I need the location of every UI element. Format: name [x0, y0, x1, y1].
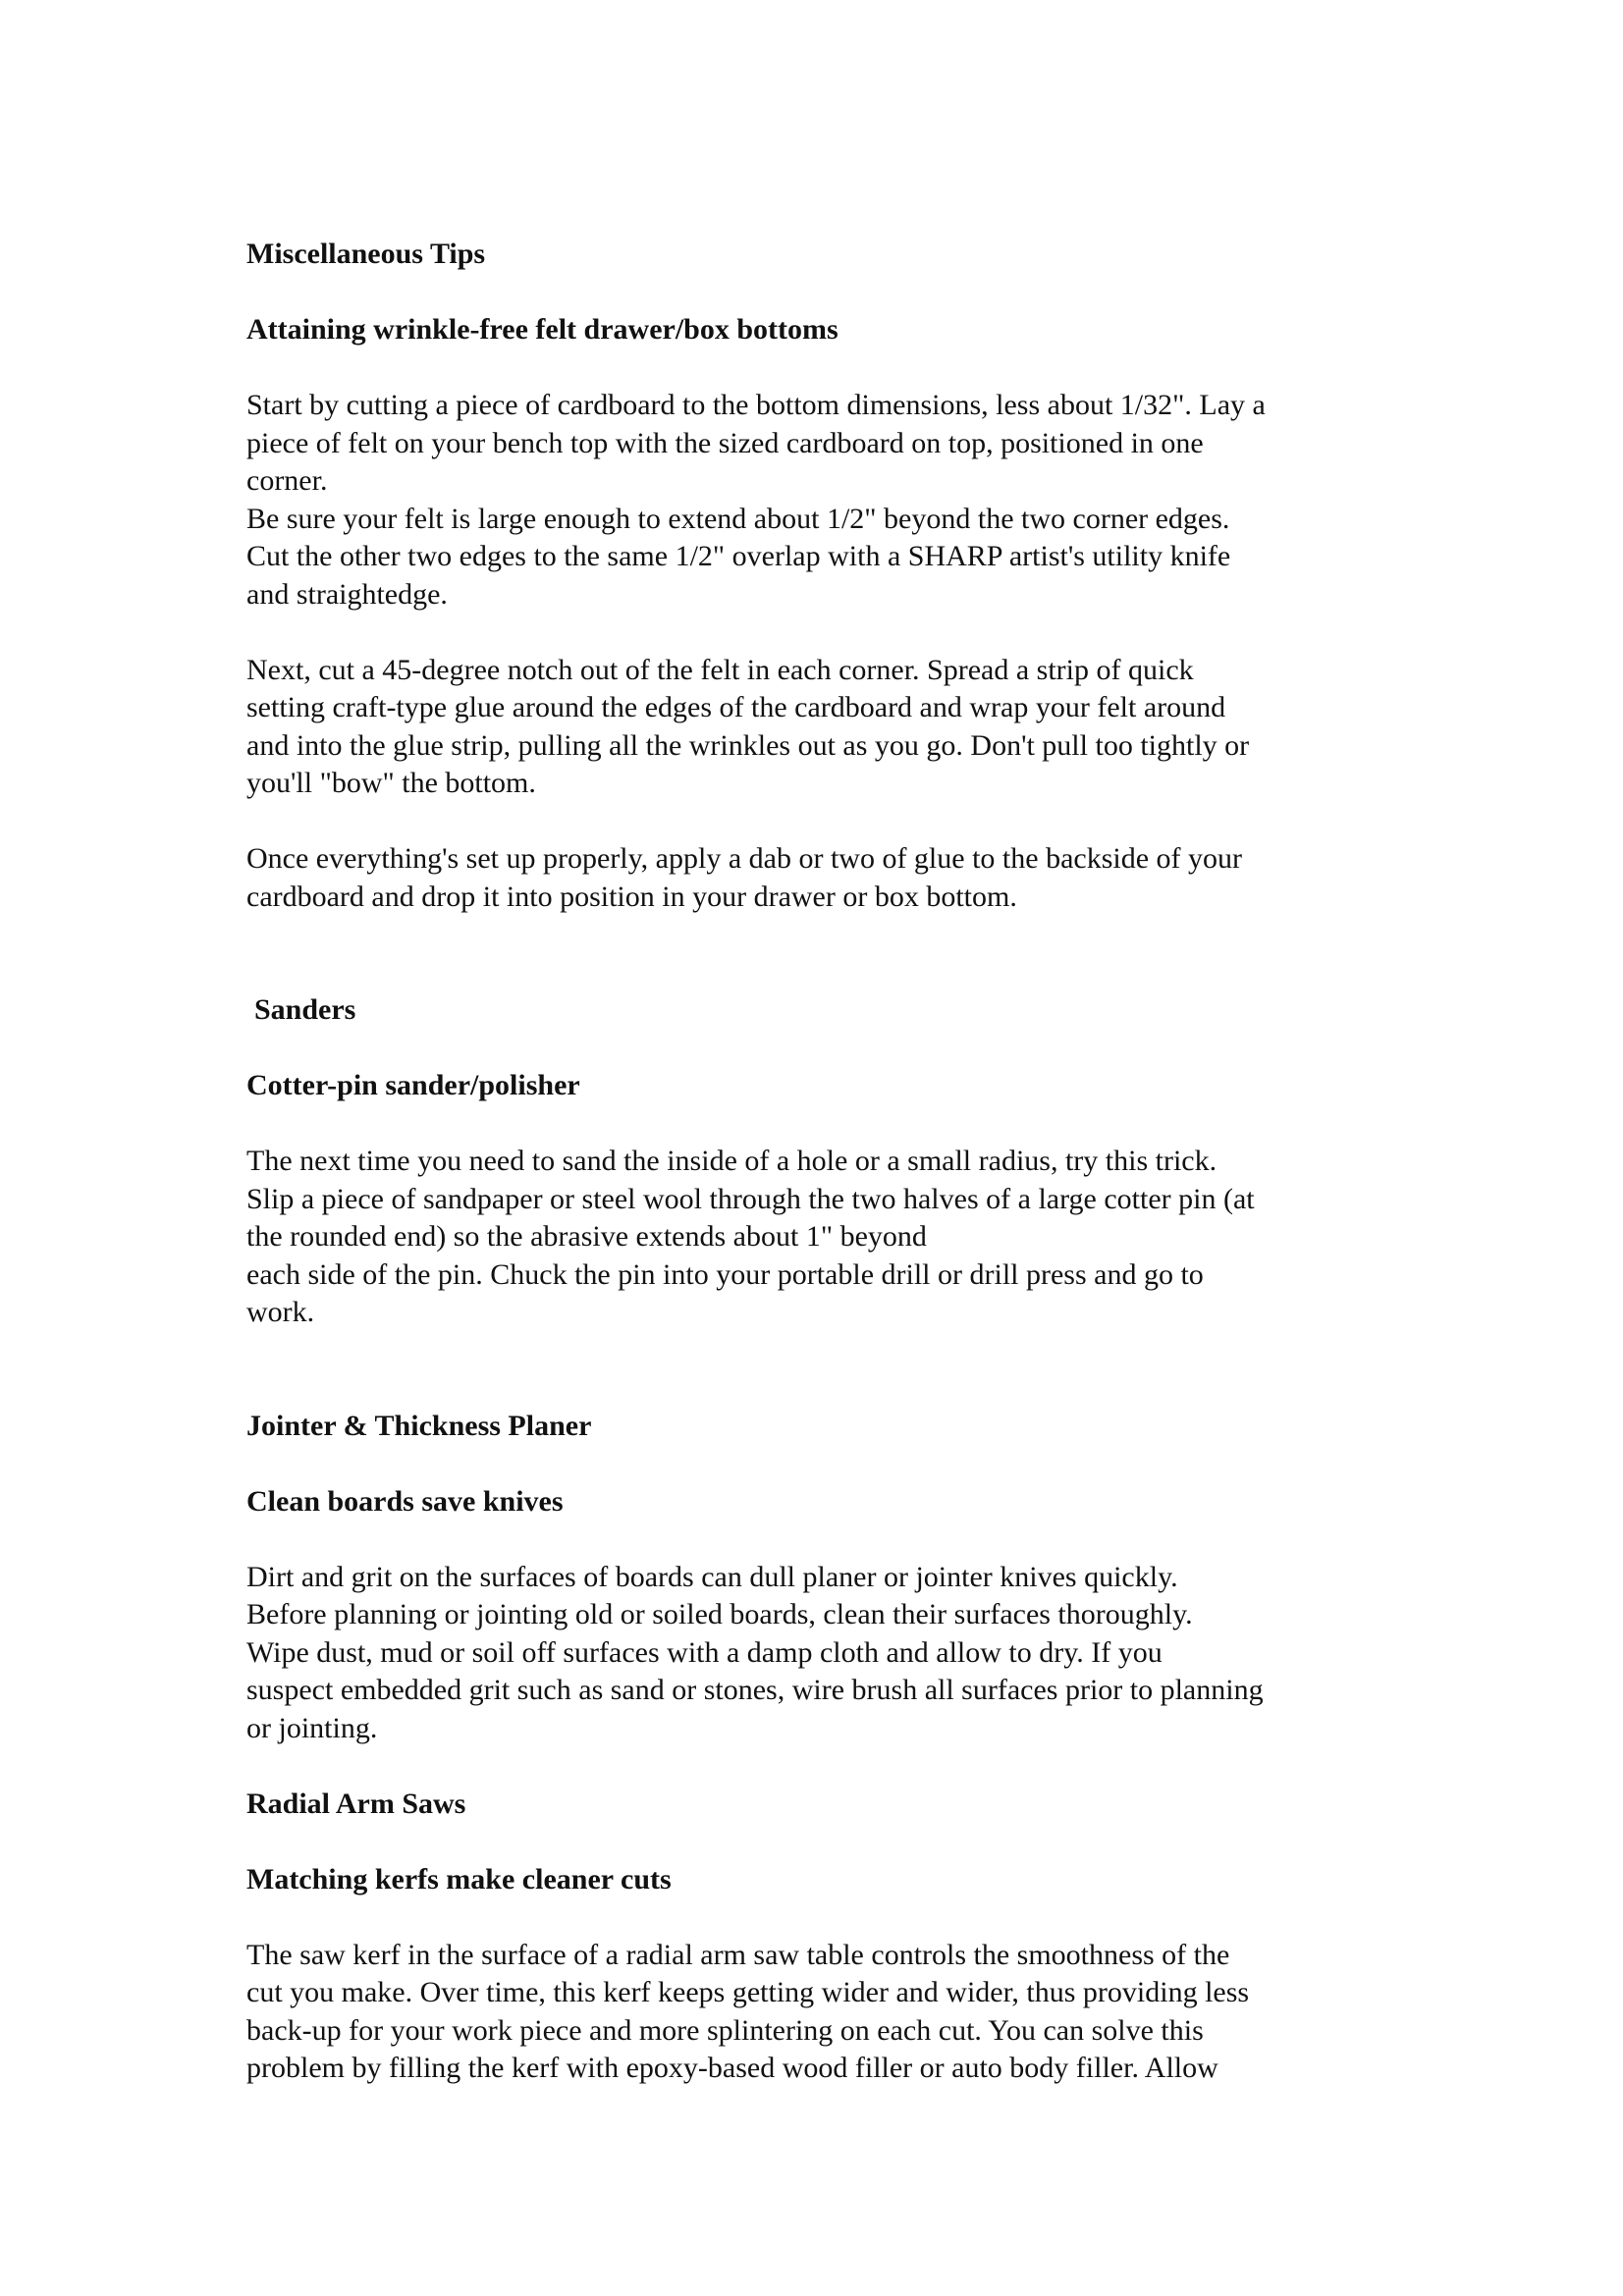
text-line: problem by filling the kerf with epoxy-based wood filler or auto body filler. Allow — [246, 2052, 1218, 2084]
text-line: Be sure your felt is large enough to extend about 1/2" beyond the two corner edges. — [246, 502, 1230, 535]
text-line: cut you make. Over time, this kerf keeps getting wider and wider, thus providing less — [246, 1976, 1250, 2008]
text-line: The saw kerf in the surface of a radial arm saw table controls the smoothness of the — [246, 1938, 1230, 1971]
text-line: Dirt and grit on the surfaces of boards can dull planer or jointer knives quickly. — [246, 1560, 1178, 1593]
text-line: Cut the other two edges to the same 1/2" overlap with a SHARP artist's utility knife — [246, 540, 1231, 572]
paragraph-felt-1 — [246, 387, 1405, 614]
paragraph-matching-kerfs — [246, 1937, 1405, 2088]
subheading-cotter-pin: Cotter-pin sander/polisher — [246, 1069, 580, 1101]
subheading-clean-boards: Clean boards save knives — [246, 1484, 564, 1518]
paragraph-cotter-pin — [246, 1143, 1405, 1332]
section-heading-jointer: Jointer & Thickness Planer — [246, 1409, 592, 1442]
paragraph-felt-2 — [246, 652, 1405, 803]
text-line: or jointing. — [246, 1711, 378, 1744]
text-line: Start by cutting a piece of cardboard to the bottom dimensions, less about 1/32". Lay a — [246, 389, 1266, 421]
text-line: cardboard and drop it into position in your drawer or box bottom. — [246, 880, 1017, 913]
text-line: you'll "bow" the bottom. — [246, 767, 536, 799]
text-line: back-up for your work piece and more splintering on each cut. You can solve this — [246, 2013, 1204, 2047]
text-line: Wipe dust, mud or soil off surfaces with a damp cloth and allow to dry. If you — [246, 1635, 1163, 1669]
document-body — [246, 236, 1405, 2088]
subheading-felt-bottoms: Attaining wrinkle-free felt drawer/box bottoms — [246, 313, 839, 346]
text-line: Slip a piece of sandpaper or steel wool through the two halves of a large cotter pin (at — [246, 1182, 1255, 1215]
paragraph-clean-boards — [246, 1559, 1405, 1748]
text-line: and straightedge. — [246, 577, 448, 611]
text-line: each side of the pin. Chuck the pin into your portable drill or drill press and go to — [246, 1257, 1204, 1291]
text-line: the rounded end) so the abrasive extends about 1" beyond — [246, 1220, 927, 1253]
text-line: and into the glue strip, pulling all the wrinkles out as you go. Don't pull too tightly or — [246, 728, 1250, 762]
text-line: Once everything's set up properly, apply a dab or two of glue to the backside of your — [246, 842, 1243, 875]
text-line: corner. — [246, 464, 328, 497]
paragraph-felt-3 — [246, 840, 1405, 916]
text-line: piece of felt on your bench top with the sized cardboard on top, positioned in one — [246, 426, 1204, 459]
text-line: suspect embedded grit such as sand or stones, wire brush all surfaces prior to planning — [246, 1674, 1264, 1706]
section-heading-sanders: Sanders — [254, 993, 356, 1026]
text-line: work. — [246, 1296, 315, 1328]
section-heading-misc: Miscellaneous Tips — [246, 238, 486, 270]
subheading-matching-kerfs: Matching kerfs make cleaner cuts — [246, 1862, 672, 1896]
text-line: setting craft-type glue around the edges of the cardboard and wrap your felt around — [246, 691, 1226, 723]
text-line: The next time you need to sand the inside of a hole or a small radius, try this trick. — [246, 1145, 1217, 1177]
text-line: Before planning or jointing old or soiled boards, clean their surfaces thoroughly. — [246, 1598, 1193, 1630]
section-heading-radial: Radial Arm Saws — [246, 1787, 466, 1820]
text-line: Next, cut a 45-degree notch out of the felt in each corner. Spread a strip of quick — [246, 653, 1194, 686]
